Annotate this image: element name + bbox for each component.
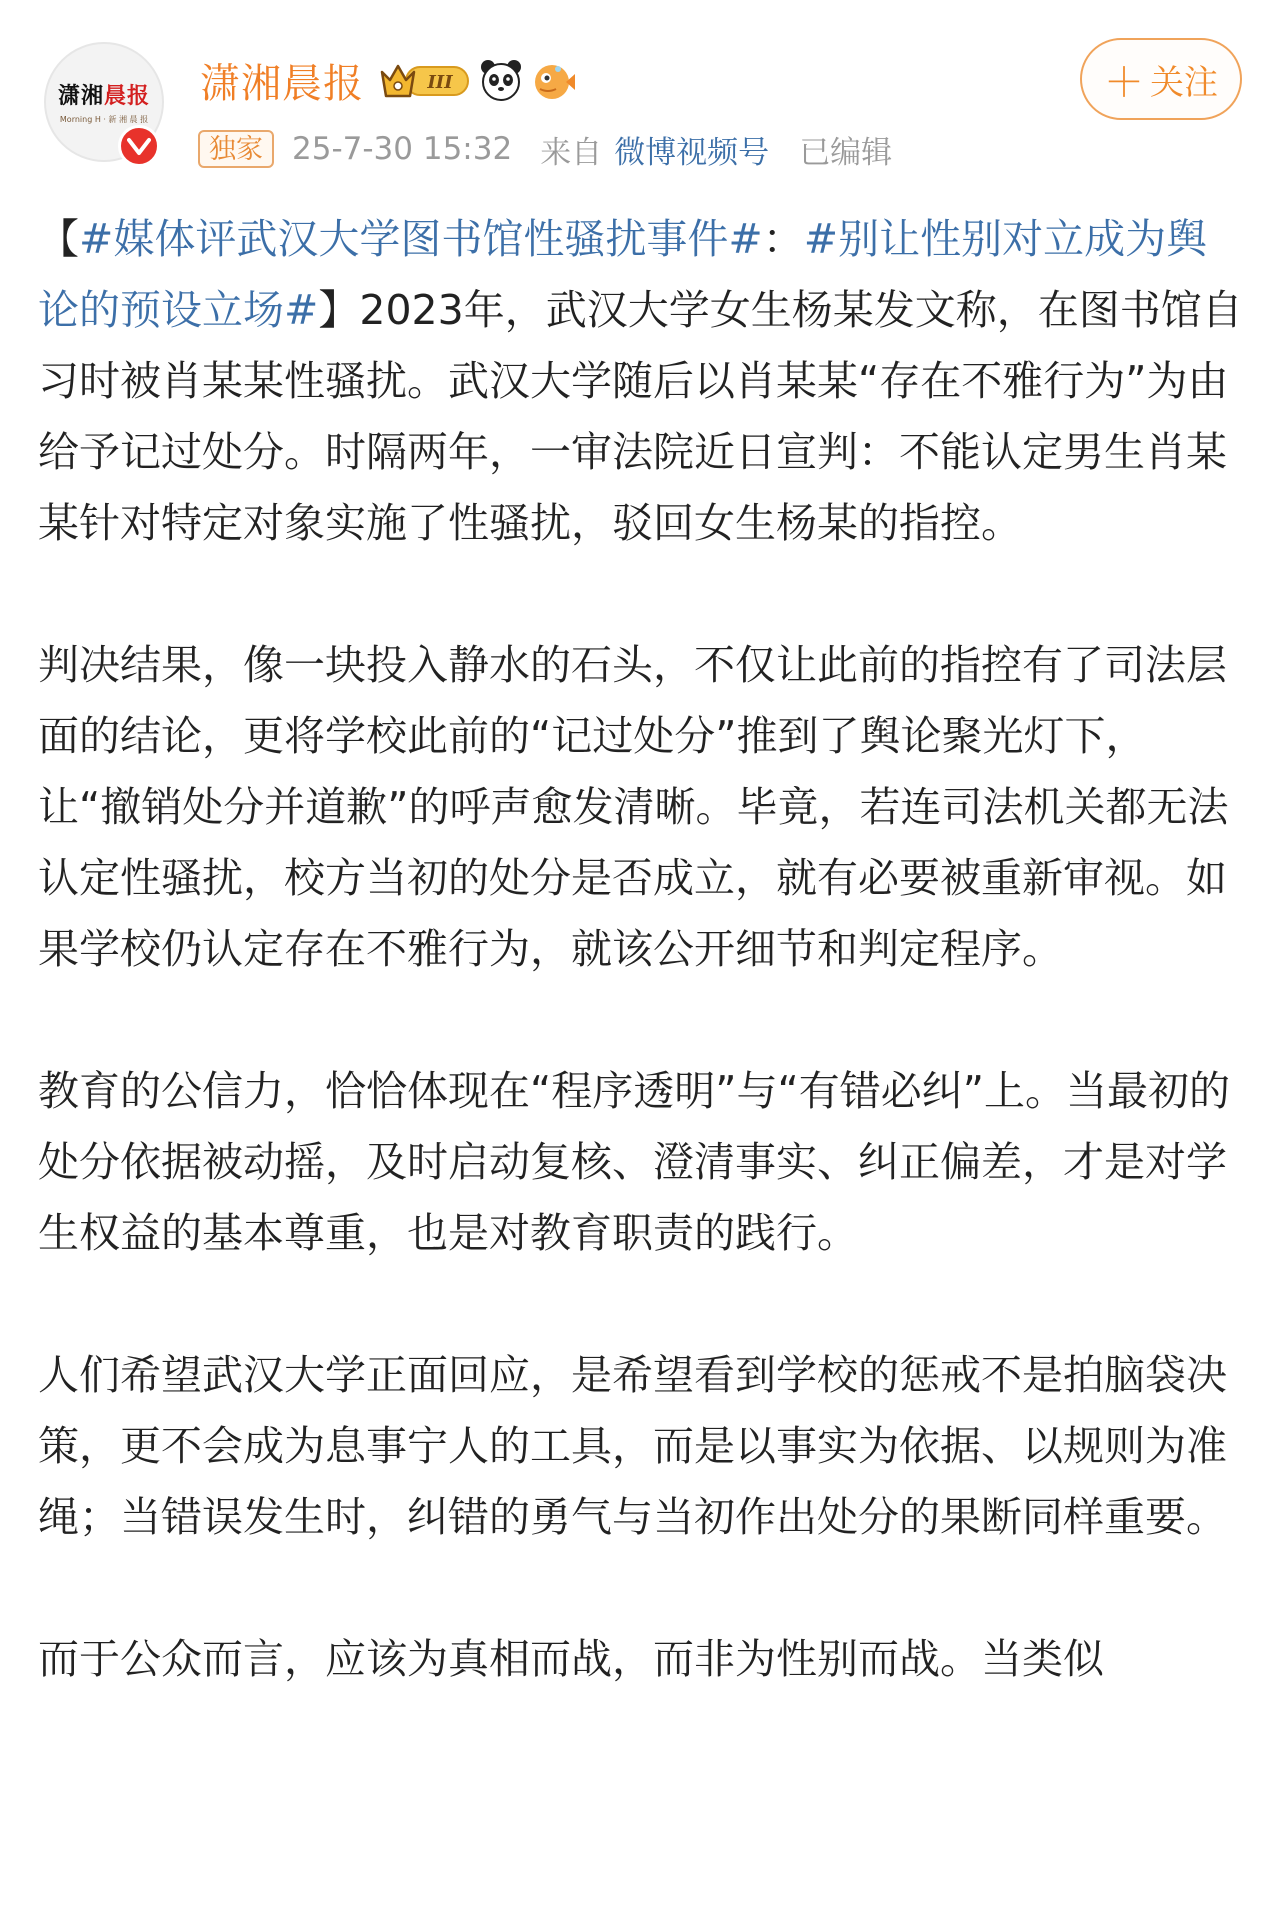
panda-icon[interactable] [478, 57, 524, 103]
paragraph-5: 而于公众而言，应该为真相而战，而非为性别而战。当类似 [38, 1635, 1104, 1683]
crown-level-badge-icon[interactable] [378, 58, 472, 102]
avatar-logo-black: 潇湘 [57, 83, 104, 109]
paragraph-1 [38, 204, 1248, 559]
paragraph-2: 判决结果，像一块投入静水的石头，不仅让此前的指控有了司法层面的结论，更将学校此前的“记过处分”推到了舆论聚光灯下，让“撤销处分并道歉”的呼声愈发清晰。毕竟，若连司法机关都无法认定性骚扰，校方当初的处分是否成立，就有必要被重新审视。如果学校仍认定存在不雅行为，就该公开细节和判定程序。 [38, 641, 1229, 973]
source-prefix: 来自 [540, 134, 603, 171]
follow-label: 关注 [1150, 62, 1218, 103]
post-body [38, 204, 1248, 1695]
edited-label[interactable]: 已编辑 [799, 134, 893, 171]
bracket-open: 【 [38, 215, 79, 263]
crown-level-text: III [427, 72, 453, 93]
author-name[interactable]: 潇湘晨报 [200, 60, 364, 107]
avatar-logo-red: 晨报 [104, 83, 151, 109]
paragraph-3: 教育的公信力，恰恰体现在“程序透明”与“有错必纠”上。当最初的处分依据被动摇，及时启动复核、澄清事实、纠正偏差，才是对学生权益的基本尊重，也是对教育职责的践行。 [38, 1067, 1230, 1257]
topic-separator: ： [762, 215, 804, 263]
paragraph-gap [38, 559, 1248, 630]
paragraph-gap [38, 985, 1248, 1056]
author-row [200, 52, 576, 108]
verified-icon [118, 125, 160, 167]
post-header [0, 0, 1280, 190]
bracket-close: 】 [318, 286, 360, 334]
paragraph-1-text: 2023年，武汉大学女生杨某发文称，在图书馆自习时被肖某某性骚扰。武汉大学随后以肖某某“存在不雅行为”为由给予记过处分。时隔两年，一审法院近日宣判：不能认定男生肖某某针对特定对象实施了性骚扰，驳回女生杨某的指控。 [38, 286, 1243, 547]
post-timestamp[interactable]: 25-7-30 15:32 [292, 131, 513, 167]
paragraph-4: 人们希望武汉大学正面回应，是希望看到学校的惩戒不是拍脑袋决策，更不会成为息事宁人的工具，而是以事实为依据、以规则为准绳；当错误发生时，纠错的勇气与当初作出处分的果断同样重要。 [38, 1351, 1227, 1541]
fish-icon[interactable] [530, 57, 576, 103]
paragraph-gap [38, 1553, 1248, 1624]
plus-icon: ＋ [1104, 59, 1144, 106]
topic-link-gender[interactable]: #别让性别对立成为舆论的预设立场# [38, 215, 1208, 334]
exclusive-tag: 独家 [198, 130, 274, 168]
post-meta [198, 124, 892, 174]
source-link[interactable]: 微博视频号 [614, 134, 770, 171]
avatar-subtitle: Morning H · 新 湘 晨 报 [59, 115, 149, 124]
follow-button[interactable] [1080, 38, 1242, 120]
topic-link-media-review[interactable]: #媒体评武汉大学图书馆性骚扰事件# [79, 215, 763, 263]
avatar-logo [58, 79, 150, 110]
paragraph-gap [38, 1269, 1248, 1340]
